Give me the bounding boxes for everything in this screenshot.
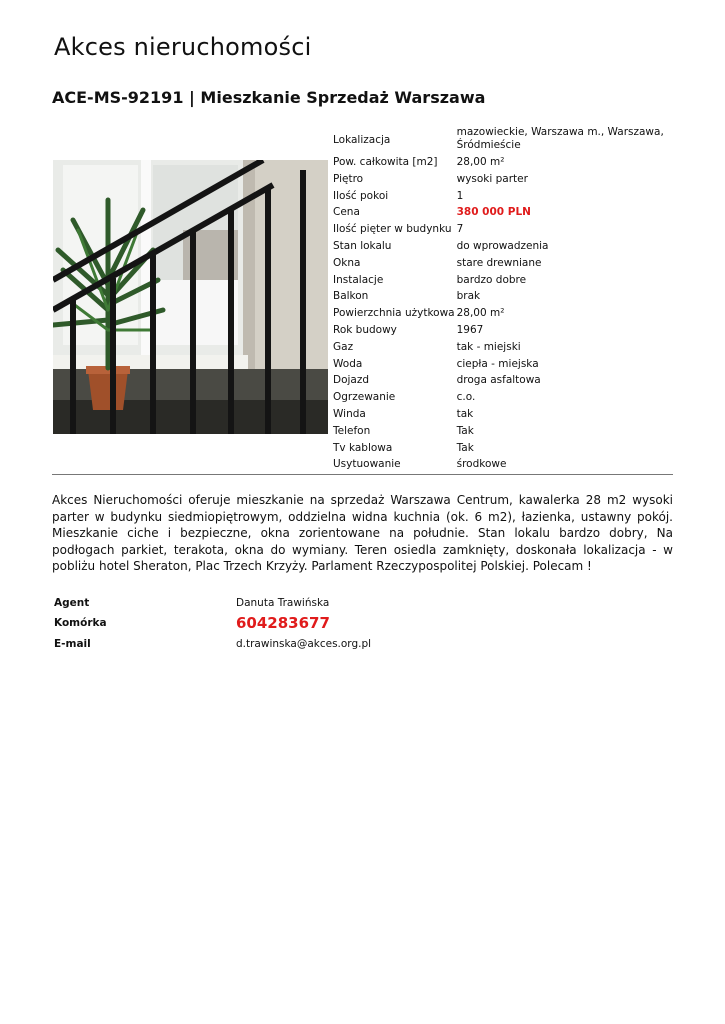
property-row [331, 372, 673, 389]
property-row [331, 339, 673, 356]
property-label: Okna [333, 256, 361, 269]
property-row [331, 440, 673, 457]
property-label: Ilość pokoi [333, 189, 389, 202]
listing-photo [53, 160, 328, 434]
property-row [331, 238, 673, 255]
property-label: Stan lokalu [333, 239, 392, 252]
property-value: środkowe [456, 458, 507, 471]
property-label: Lokalizacja [333, 133, 391, 146]
property-value: stare drewniane [456, 256, 542, 269]
property-value: droga asfaltowa [456, 374, 541, 387]
section-divider [52, 474, 673, 475]
property-row [331, 456, 673, 473]
property-row [331, 124, 673, 154]
property-row [331, 322, 673, 339]
mobile-label: Komórka [54, 617, 107, 629]
property-label: Dojazd [333, 374, 370, 387]
agent-name: Danuta Trawińska [236, 596, 330, 609]
property-row [331, 272, 673, 289]
property-row [331, 356, 673, 373]
price-value: 380 000 PLN [456, 206, 531, 219]
property-row [331, 389, 673, 406]
brand-name: Akces nieruchomości [54, 33, 312, 61]
property-value: 28,00 m² [456, 307, 505, 320]
property-value: do wprowadzenia [456, 239, 549, 252]
property-label: Usytuowanie [333, 458, 401, 471]
agent-contact-table [52, 593, 552, 653]
property-label: Winda [333, 407, 366, 420]
email-address[interactable]: d.trawinska@akces.org.pl [236, 637, 372, 650]
property-row [331, 406, 673, 423]
property-label: Woda [333, 357, 363, 370]
property-row [331, 305, 673, 322]
property-value: bardzo dobre [456, 273, 527, 286]
property-value: tak [456, 407, 474, 420]
listing-title: ACE-MS-92191 | Mieszkanie Sprzedaż Warszawa [52, 88, 486, 107]
property-label: Balkon [333, 290, 369, 303]
property-label: Ogrzewanie [333, 391, 396, 404]
property-label: Piętro [333, 172, 364, 185]
property-value: Tak [456, 441, 474, 454]
property-row [331, 288, 673, 305]
property-value: 7 [456, 223, 464, 236]
property-row [331, 423, 673, 440]
property-label: Instalacje [333, 273, 384, 286]
listing-description: Akces Nieruchomości oferuje mieszkanie na sprzedaż Warszawa Centrum, kawalerka 28 m2 wysoki parter w budynku siedmiopiętrowym, oddzielna widna kuchnia (ok. 6 m2), łazienka, ustawny pokój. Mieszkanie ciche i bezpieczne, okna zorientowane na południe. Stan lokalu bardzo dobry, Na podłogach parkiet, terakota, okna do wymiany. Teren osiedla zamknięty, doskonała lokalizacja - w pobliżu hotel Sheraton, Plac Trzech Krzyży. Parlament Rzeczypospolitej Polskiej. Polecam ! [52, 493, 673, 573]
property-label: Powierzchnia użytkowa [333, 307, 455, 320]
property-value: Tak [456, 424, 474, 437]
mobile-number[interactable]: 604283677 [236, 614, 330, 632]
property-value: tak - miejski [456, 340, 521, 353]
property-label: Pow. całkowita [m2] [333, 156, 438, 168]
property-value: mazowieckie, Warszawa m., Warszawa, Śródmieście [456, 126, 664, 151]
email-label: E-mail [54, 637, 91, 650]
property-row [331, 255, 673, 272]
property-row [331, 154, 673, 171]
property-value: wysoki parter [456, 172, 528, 185]
property-value: 1967 [456, 323, 484, 336]
agent-row [52, 593, 552, 612]
property-row [331, 221, 673, 238]
property-value: 28,00 m² [456, 156, 505, 168]
property-details-table [331, 124, 673, 473]
property-row [331, 204, 673, 221]
property-label: Tv kablowa [333, 441, 393, 454]
apartment-interior-photo-icon [53, 160, 328, 434]
mobile-row [52, 612, 552, 634]
email-row [52, 634, 552, 653]
property-row [331, 171, 673, 188]
property-value: brak [456, 290, 481, 303]
property-row [331, 188, 673, 205]
property-label: Cena [333, 206, 360, 219]
property-label: Rok budowy [333, 323, 397, 336]
property-label: Ilość pięter w budynku [333, 223, 452, 236]
property-value: ciepła - miejska [456, 357, 539, 370]
property-label: Gaz [333, 340, 354, 353]
property-label: Telefon [333, 424, 371, 437]
property-value: 1 [456, 189, 464, 202]
agent-label: Agent [54, 596, 90, 609]
property-value: c.o. [456, 391, 476, 404]
